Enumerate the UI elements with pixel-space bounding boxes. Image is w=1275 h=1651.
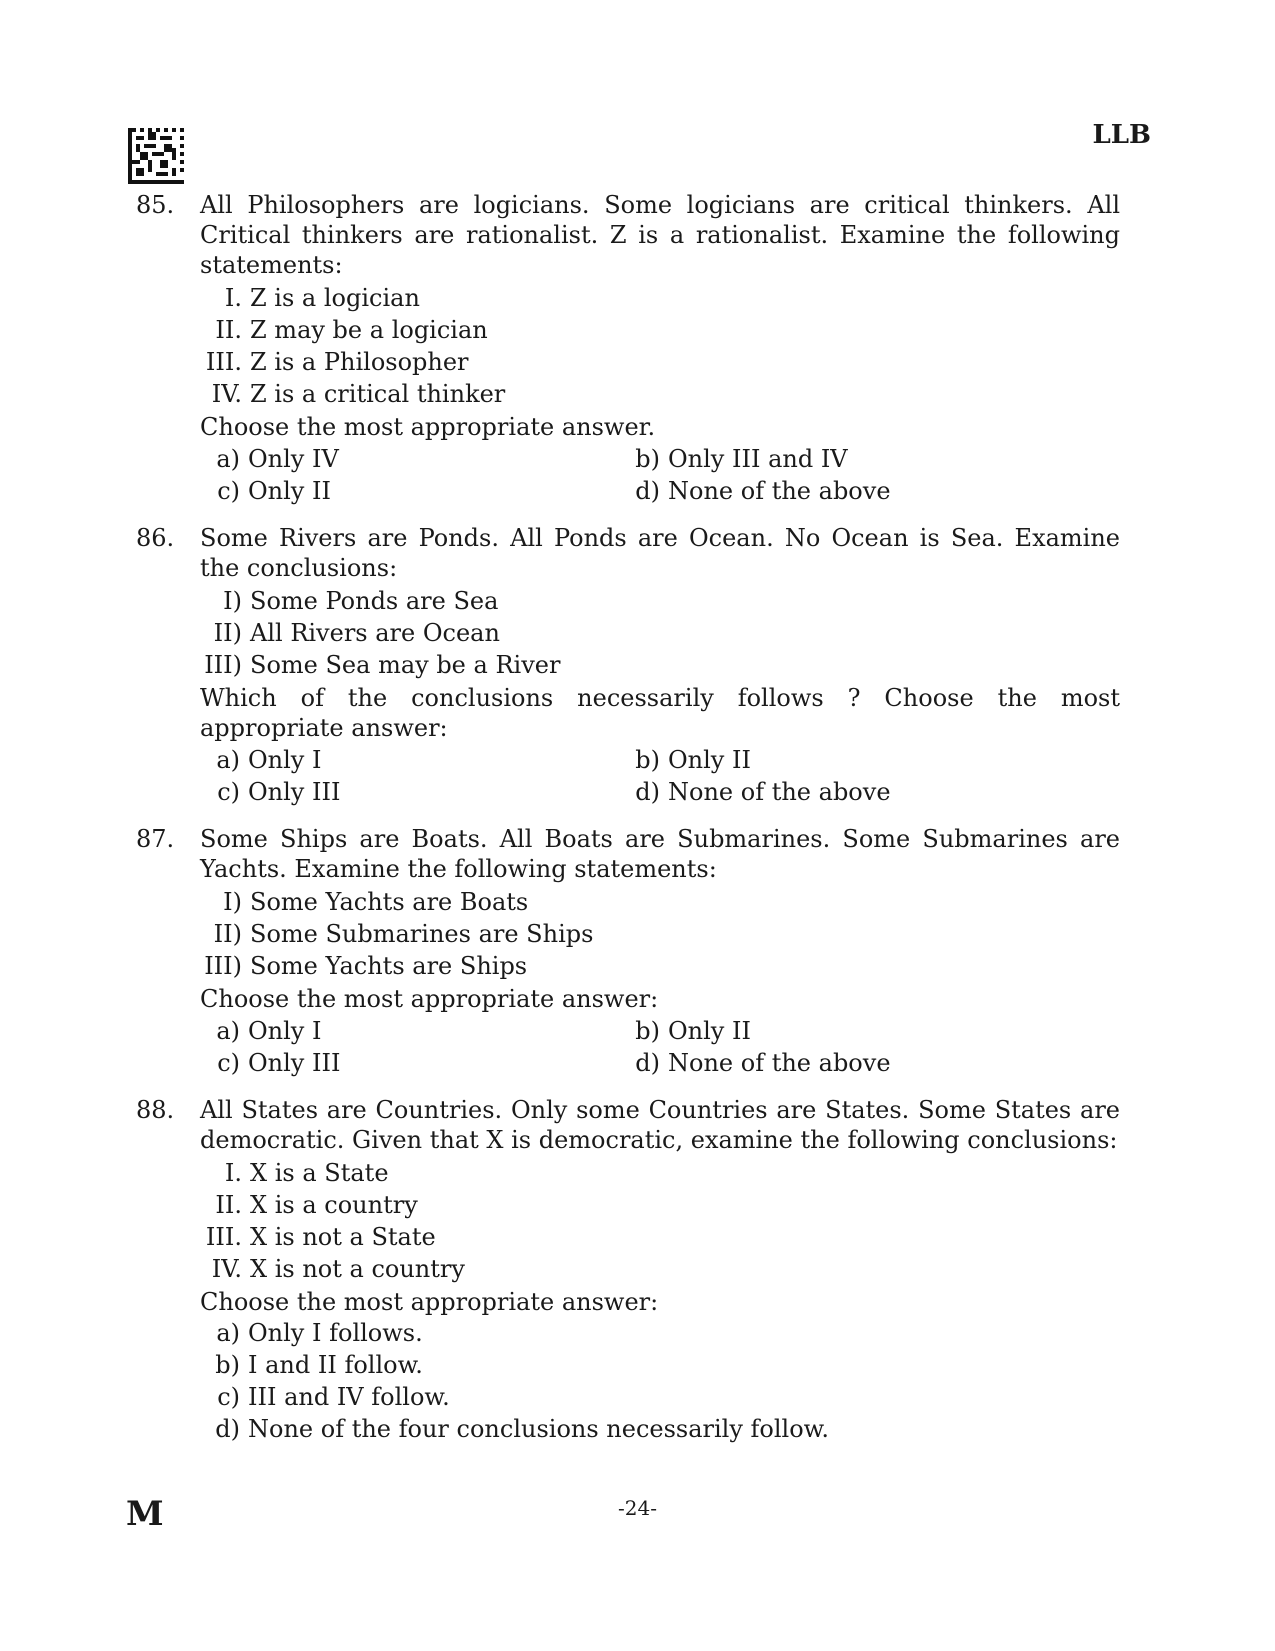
booklet-series-letter: M xyxy=(126,1494,164,1534)
option-text: Only II xyxy=(668,1017,751,1045)
statement xyxy=(200,950,1120,982)
option-text: None of the four conclusions necessarily follow. xyxy=(248,1415,830,1443)
option-letter: a) xyxy=(216,746,240,774)
question-number: 86. xyxy=(136,524,175,552)
option-text: None of the above xyxy=(668,1049,891,1077)
statement-text: Some Ponds are Sea xyxy=(250,587,499,615)
answer-options xyxy=(200,1317,1120,1445)
answer-option xyxy=(200,1047,620,1079)
statement-numeral: III. xyxy=(205,1223,242,1251)
statement-list xyxy=(200,1157,1120,1285)
answer-instruction: Choose the most appropriate answer: xyxy=(200,1288,659,1316)
answer-option xyxy=(620,443,1040,475)
option-letter: c) xyxy=(217,1049,240,1077)
statement-text: X is not a State xyxy=(250,1223,436,1251)
statement-numeral: I) xyxy=(223,587,242,615)
answer-option xyxy=(620,1015,1040,1047)
statement xyxy=(200,886,1120,918)
statement-numeral: III) xyxy=(204,952,242,980)
answer-option xyxy=(200,744,620,776)
statement-text: X is a State xyxy=(250,1159,389,1187)
answer-instruction: Which of the conclusions necessarily follows ? Choose the most appropriate answer: xyxy=(200,684,1120,742)
statement xyxy=(200,1221,1120,1253)
option-letter: c) xyxy=(217,477,240,505)
statement-numeral: II. xyxy=(215,316,242,344)
option-letter: d) xyxy=(215,1415,240,1443)
statement-numeral: II) xyxy=(213,920,242,948)
statement-numeral: IV. xyxy=(211,1255,242,1283)
answer-option xyxy=(620,1047,1040,1079)
option-letter: c) xyxy=(217,778,240,806)
statement-text: Some Yachts are Boats xyxy=(250,888,529,916)
exam-code: LLB xyxy=(1092,120,1151,150)
option-letter: c) xyxy=(217,1383,240,1411)
question-text: Some Rivers are Ponds. All Ponds are Ocean. No Ocean is Sea. Examine the conclusions: xyxy=(200,524,1120,582)
question-item xyxy=(128,1095,1128,1445)
question-number: 88. xyxy=(136,1096,175,1124)
question-number: 87. xyxy=(136,825,175,853)
option-text: Only I xyxy=(248,746,322,774)
statement-text: Z is a logician xyxy=(250,284,420,312)
statement-numeral: II) xyxy=(213,619,242,647)
statement-numeral: III. xyxy=(205,348,242,376)
statement xyxy=(200,282,1120,314)
option-text: Only IV xyxy=(248,445,339,473)
answer-option xyxy=(200,1317,1120,1349)
option-text: None of the above xyxy=(668,477,891,505)
option-text: Only I xyxy=(248,1017,322,1045)
answer-options xyxy=(200,443,1120,507)
answer-option xyxy=(620,776,1040,808)
answer-option xyxy=(200,443,620,475)
option-letter: a) xyxy=(216,1017,240,1045)
question-body xyxy=(200,824,1120,1079)
question-text: All States are Countries. Only some Countries are States. Some States are democratic. Given that X is democratic, examine the following conclusions: xyxy=(200,1096,1120,1154)
answer-option xyxy=(200,776,620,808)
question-body xyxy=(200,190,1120,507)
question-item xyxy=(128,824,1128,1079)
statement xyxy=(200,585,1120,617)
question-number: 85. xyxy=(136,191,175,219)
question-item xyxy=(128,523,1128,808)
question-text: Some Ships are Boats. All Boats are Submarines. Some Submarines are Yachts. Examine the following statements: xyxy=(200,825,1120,883)
statement-list xyxy=(200,886,1120,982)
question-item xyxy=(128,190,1128,507)
statement xyxy=(200,649,1120,681)
statement xyxy=(200,1253,1120,1285)
statement-list xyxy=(200,282,1120,410)
option-letter: b) xyxy=(635,746,660,774)
answer-option xyxy=(620,744,1040,776)
option-letter: b) xyxy=(635,445,660,473)
option-text: Only III xyxy=(248,778,341,806)
statement-text: X is a country xyxy=(250,1191,418,1219)
option-letter: b) xyxy=(215,1351,240,1379)
option-text: Only III xyxy=(248,1049,341,1077)
answer-options xyxy=(200,1015,1120,1079)
answer-option xyxy=(620,475,1040,507)
statement-text: Some Sea may be a River xyxy=(250,651,561,679)
statement xyxy=(200,1189,1120,1221)
question-body xyxy=(200,1095,1120,1445)
option-text: I and II follow. xyxy=(248,1351,423,1379)
option-text: Only II xyxy=(668,746,751,774)
statement-numeral: IV. xyxy=(211,380,242,408)
statement-list xyxy=(200,585,1120,681)
statement-numeral: III) xyxy=(204,651,242,679)
answer-instruction: Choose the most appropriate answer. xyxy=(200,413,656,441)
statement-numeral: I) xyxy=(223,888,242,916)
question-text: All Philosophers are logicians. Some logicians are critical thinkers. All Critical thinkers are rationalist. Z is a rationalist. Examine the following statements: xyxy=(200,191,1120,279)
statement xyxy=(200,1157,1120,1189)
page-number: -24- xyxy=(618,1496,657,1520)
option-text: None of the above xyxy=(668,778,891,806)
statement-text: All Rivers are Ocean xyxy=(250,619,500,647)
option-text: III and IV follow. xyxy=(248,1383,450,1411)
statement xyxy=(200,378,1120,410)
answer-option xyxy=(200,1349,1120,1381)
datamatrix-code xyxy=(128,128,184,184)
question-body xyxy=(200,523,1120,808)
statement-numeral: II. xyxy=(215,1191,242,1219)
statement xyxy=(200,918,1120,950)
option-letter: d) xyxy=(635,477,660,505)
option-letter: d) xyxy=(635,1049,660,1077)
option-text: Only II xyxy=(248,477,331,505)
answer-option xyxy=(200,1413,1120,1445)
option-text: Only III and IV xyxy=(668,445,848,473)
answer-option xyxy=(200,1381,1120,1413)
option-letter: d) xyxy=(635,778,660,806)
statement xyxy=(200,314,1120,346)
statement-numeral: I. xyxy=(224,284,242,312)
statement-text: X is not a country xyxy=(250,1255,465,1283)
answer-option xyxy=(200,1015,620,1047)
statement-numeral: I. xyxy=(224,1159,242,1187)
statement-text: Some Submarines are Ships xyxy=(250,920,594,948)
answer-option xyxy=(200,475,620,507)
option-letter: b) xyxy=(635,1017,660,1045)
answer-instruction: Choose the most appropriate answer: xyxy=(200,985,659,1013)
option-letter: a) xyxy=(216,445,240,473)
answer-options xyxy=(200,744,1120,808)
statement xyxy=(200,346,1120,378)
option-letter: a) xyxy=(216,1319,240,1347)
statement-text: Z may be a logician xyxy=(250,316,488,344)
statement-text: Z is a Philosopher xyxy=(250,348,469,376)
statement-text: Z is a critical thinker xyxy=(250,380,506,408)
option-text: Only I follows. xyxy=(248,1319,423,1347)
statement xyxy=(200,617,1120,649)
question-list xyxy=(128,190,1128,1461)
statement-text: Some Yachts are Ships xyxy=(250,952,528,980)
